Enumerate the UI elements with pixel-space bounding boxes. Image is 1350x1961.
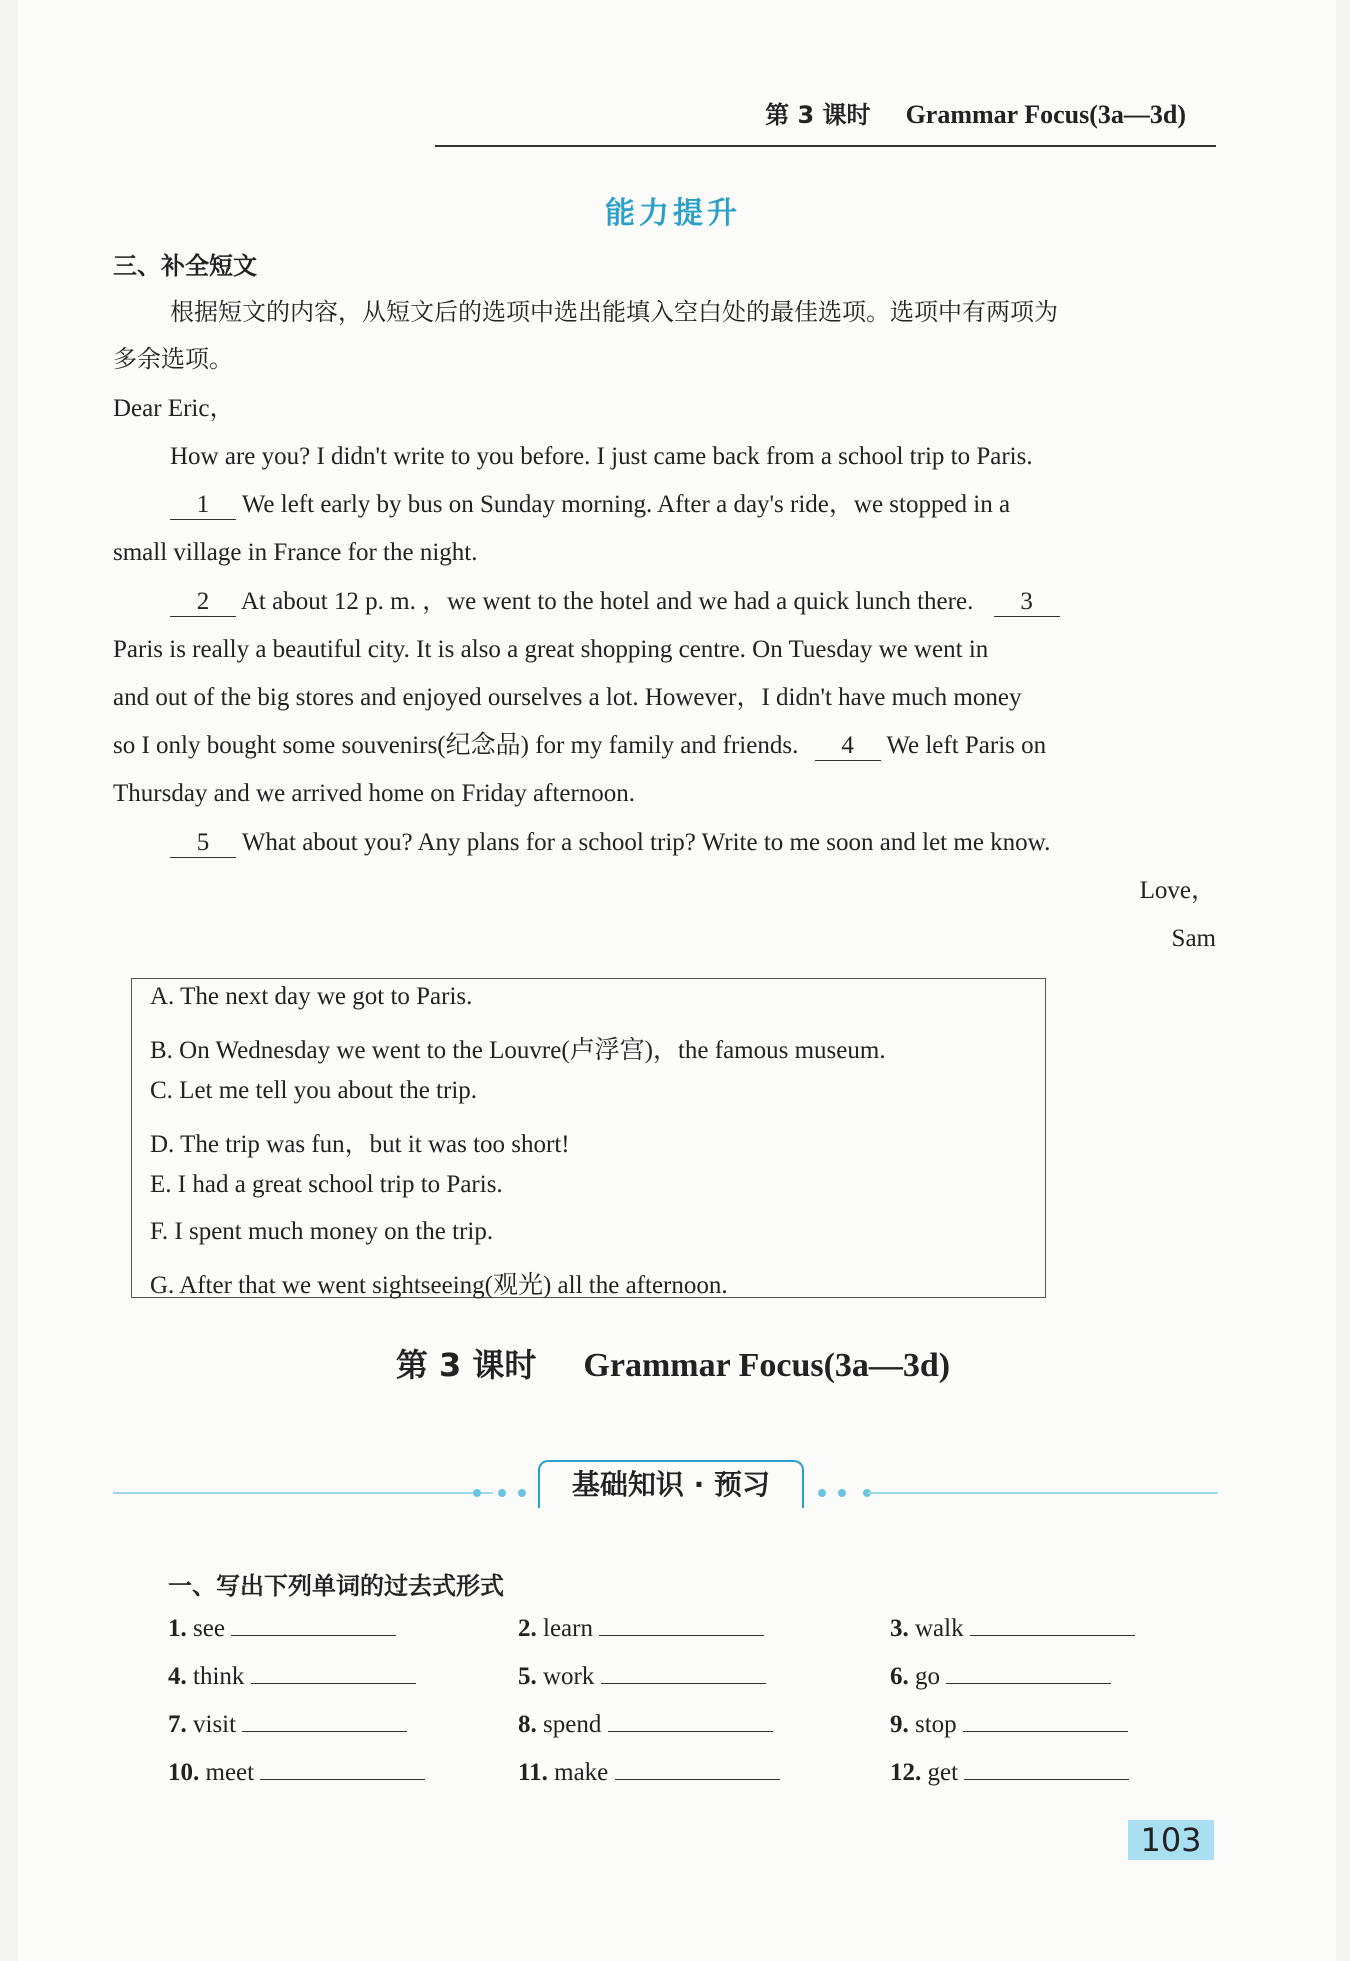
paragraph-3-line1 (170, 578, 1060, 626)
word-item (168, 1663, 416, 1691)
word: stop (915, 1711, 957, 1738)
answer-blank[interactable] (231, 1635, 396, 1636)
paragraph-3-line3: and out of the big stores and enjoyed ourselves a lot. However，I didn't have much money (113, 684, 1022, 711)
word-number: 7. (168, 1711, 187, 1738)
answer-blank[interactable] (608, 1731, 773, 1732)
banner-dot (838, 1489, 846, 1497)
banner-dot (818, 1489, 826, 1497)
word: walk (915, 1615, 964, 1642)
word-number: 3. (890, 1615, 909, 1642)
word-number: 2. (518, 1615, 537, 1642)
option-a: A. The next day we got to Paris. (150, 983, 473, 1010)
banner-dot (498, 1489, 506, 1497)
blank-4[interactable]: 4 (815, 732, 881, 761)
instruction-line1: 根据短文的内容，从短文后的选项中选出能填入空白处的最佳选项。选项中有两项为 (170, 298, 1058, 326)
option-b: B. On Wednesday we went to the Louvre(卢浮宫)，the famous museum. (150, 1037, 886, 1064)
word-item (518, 1663, 766, 1691)
header-focus: Grammar Focus(3a—3d) (905, 100, 1186, 129)
word-item (518, 1759, 780, 1787)
header-rule (435, 145, 1216, 147)
word: work (543, 1663, 595, 1690)
paragraph-3-line5: Thursday and we arrived home on Friday afternoon. (113, 780, 636, 807)
word-item (890, 1615, 1135, 1643)
lesson-title (18, 1340, 1328, 1386)
section-banner: 基础知识 · 预习 (538, 1460, 804, 1508)
part3-heading: 三、补全短文 (113, 252, 257, 280)
instruction-line2: 多余选项。 (113, 345, 233, 373)
letter-greeting: Dear Eric， (113, 395, 235, 422)
word-item (890, 1759, 1129, 1787)
word: get (927, 1759, 959, 1786)
answer-blank[interactable] (260, 1779, 425, 1780)
word-number: 6. (890, 1663, 909, 1690)
paragraph-1: How are you? I didn't write to you before. I just came back from a school trip to Paris. (170, 443, 1033, 470)
word-item (168, 1615, 396, 1643)
option-f: F. I spent much money on the trip. (150, 1218, 494, 1245)
running-header (765, 95, 1186, 130)
word: make (554, 1759, 609, 1786)
header-lesson: 第 3 课时 (765, 101, 871, 129)
letter-signature: Sam (1171, 925, 1216, 952)
page (18, 0, 1336, 1961)
word-number: 4. (168, 1663, 187, 1690)
blank-5[interactable]: 5 (170, 829, 236, 858)
banner-rule-right (868, 1492, 1218, 1494)
answer-blank[interactable] (946, 1683, 1111, 1684)
paragraph-3-text-2: so I only bought some souvenirs(纪念品) for my family and friends. (113, 732, 799, 759)
letter-closing: Love， (1139, 877, 1216, 904)
word-number: 11. (518, 1759, 548, 1786)
word: visit (193, 1711, 237, 1738)
part1-heading: 一、写出下列单词的过去式形式 (168, 1572, 504, 1600)
word: learn (543, 1615, 593, 1642)
word-item (518, 1711, 773, 1739)
answer-blank[interactable] (615, 1779, 780, 1780)
paragraph-4-text: What about you? Any plans for a school trip? Write to me soon and let me know. (241, 829, 1051, 856)
banner-dot (518, 1489, 526, 1497)
lesson-title-lesson: 第 3 课时 (395, 1346, 537, 1384)
word-item (168, 1711, 407, 1739)
word-number: 8. (518, 1711, 537, 1738)
option-d: D. The trip was fun，but it was too short! (150, 1131, 570, 1158)
answer-blank[interactable] (601, 1683, 766, 1684)
paragraph-3-text-3: We left Paris on (886, 732, 1047, 759)
paragraph-4 (170, 819, 1050, 867)
blank-1[interactable]: 1 (170, 491, 236, 520)
paragraph-2-text: We left early by bus on Sunday morning. After a day's ride，we stopped in a (241, 491, 1011, 518)
word: think (193, 1663, 245, 1690)
word: meet (205, 1759, 255, 1786)
banner-rule-left (113, 1492, 493, 1494)
answer-blank[interactable] (964, 1779, 1129, 1780)
word-number: 10. (168, 1759, 200, 1786)
option-e: E. I had a great school trip to Paris. (150, 1171, 503, 1198)
answer-blank[interactable] (251, 1683, 416, 1684)
word-number: 9. (890, 1711, 909, 1738)
banner-dot (473, 1489, 481, 1497)
answer-blank[interactable] (242, 1731, 407, 1732)
word-item (890, 1663, 1111, 1691)
word-number: 5. (518, 1663, 537, 1690)
word-item (168, 1759, 425, 1787)
option-g: G. After that we went sightseeing(观光) all the afternoon. (150, 1272, 728, 1299)
word: see (193, 1615, 225, 1642)
word-number: 1. (168, 1615, 187, 1642)
word: spend (543, 1711, 602, 1738)
word-item (518, 1615, 764, 1643)
paragraph-2-line1 (170, 481, 1010, 529)
word: go (915, 1663, 940, 1690)
section-title: 能力提升 (605, 196, 741, 231)
blank-2[interactable]: 2 (170, 588, 236, 617)
page-number: 103 (1128, 1820, 1214, 1860)
answer-blank[interactable] (599, 1635, 764, 1636)
word-item (890, 1711, 1128, 1739)
paragraph-3-line4 (113, 722, 1046, 770)
option-c: C. Let me tell you about the trip. (150, 1077, 478, 1104)
lesson-title-focus: Grammar Focus(3a—3d) (583, 1347, 951, 1384)
paragraph-3-text: At about 12 p. m. ，we went to the hotel and we had a quick lunch there. (240, 588, 974, 615)
options-box (131, 978, 1046, 1298)
answer-blank[interactable] (970, 1635, 1135, 1636)
paragraph-2-line2: small village in France for the night. (113, 539, 478, 566)
paragraph-3-line2: Paris is really a beautiful city. It is also a great shopping centre. On Tuesday we went in (113, 636, 989, 663)
answer-blank[interactable] (963, 1731, 1128, 1732)
word-number: 12. (890, 1759, 922, 1786)
blank-3[interactable]: 3 (994, 588, 1060, 617)
